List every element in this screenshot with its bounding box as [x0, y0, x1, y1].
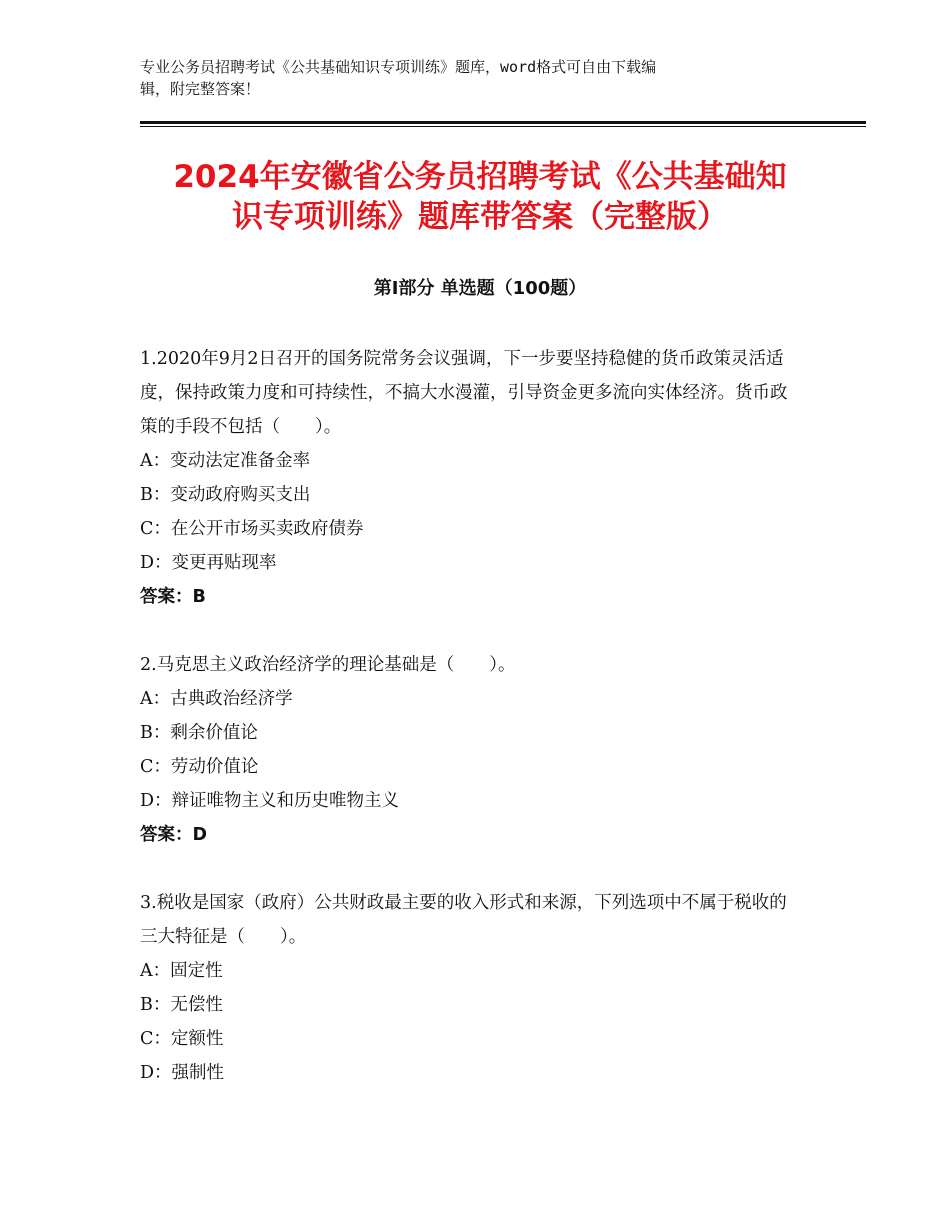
question-3	[140, 886, 800, 1090]
option-c: C：劳动价值论	[140, 757, 259, 777]
section-heading: 第Ⅰ部分 单选题（100题）	[373, 278, 587, 299]
question-1	[140, 342, 800, 614]
option-c: C：定额性	[140, 1029, 224, 1049]
option-b: B：剩余价值论	[140, 723, 258, 743]
option-b: B：变动政府购买支出	[140, 485, 311, 505]
question-stem: 2.马克思主义政治经济学的理论基础是（ ）。	[140, 655, 516, 675]
option-a: A：变动法定准备金率	[140, 451, 311, 471]
answer-label: 答案：D	[140, 825, 208, 845]
question-stem: 3.税收是国家（政府）公共财政最主要的收入形式和来源，下列选项中不属于税收的三大特征是（ ）。	[140, 893, 787, 947]
question-2	[140, 648, 800, 852]
header-divider-thin	[140, 126, 866, 127]
header-line-1: 专业公务员招聘考试《公共基础知识专项训练》题库，word格式可自由下载编	[140, 58, 657, 76]
document-title	[140, 157, 820, 237]
question-list	[140, 342, 800, 1124]
answer-label: 答案：B	[140, 587, 206, 607]
option-d: D：强制性	[140, 1063, 225, 1083]
header-divider-thick	[140, 121, 866, 124]
option-b: B：无偿性	[140, 995, 223, 1015]
option-d: D：辩证唯物主义和历史唯物主义	[140, 791, 400, 811]
title-line-1: 2024年安徽省公务员招聘考试《公共基础知	[173, 159, 787, 195]
option-d: D：变更再贴现率	[140, 553, 277, 573]
title-line-2: 识专项训练》题库带答案（完整版）	[232, 199, 728, 235]
option-c: C：在公开市场买卖政府债券	[140, 519, 364, 539]
question-stem: 1.2020年9月2日召开的国务院常务会议强调，下一步要坚持稳健的货币政策灵活适度，保持政策力度和可持续性，不搞大水漫灌，引导资金更多流向实体经济。货币政策的手段不包括（ ）。	[140, 349, 788, 437]
option-a: A：古典政治经济学	[140, 689, 293, 709]
page-header	[140, 56, 790, 100]
header-line-2: 辑，附完整答案！	[140, 80, 261, 98]
option-a: A：固定性	[140, 961, 223, 981]
